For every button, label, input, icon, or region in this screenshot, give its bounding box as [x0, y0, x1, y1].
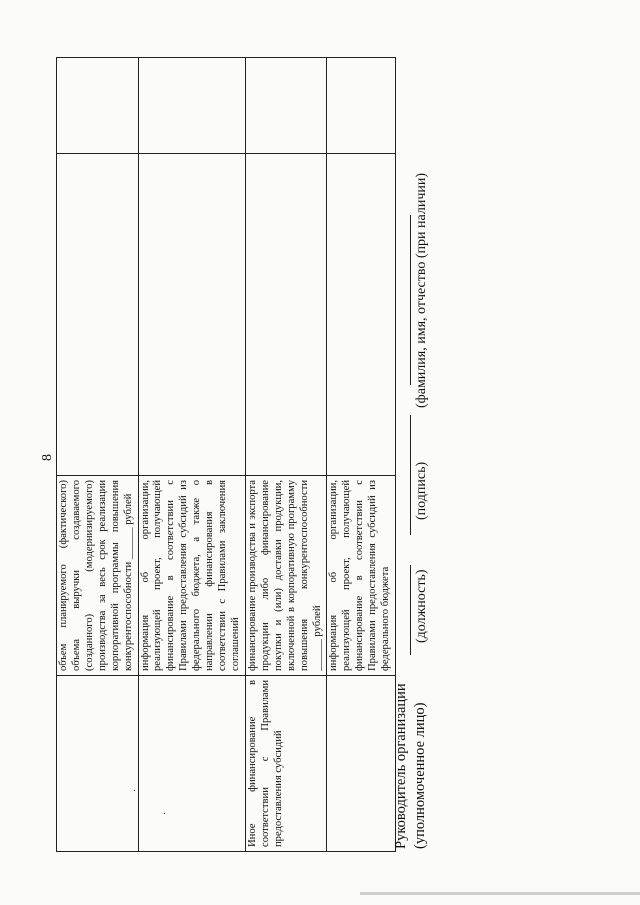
- table-row: [138, 58, 245, 852]
- table-row: [327, 58, 396, 852]
- table-cell: финансирование производства и экспорта продукции либо финансирование покупки и (или) доставки продукции, включенной в корпоративную программу повышения конкурентоспособности ______ рублей: [245, 476, 327, 676]
- table-cell: [138, 58, 245, 154]
- signatory-title-line2: (уполномоченное лицо): [411, 702, 428, 849]
- table-cell: информация об организации, реализующей проект, получающей финансирование в соответствии с Правилами предоставления субсидий из федерального бюджета, а также о направлении финансирования в соответствии с Правилами заключения соглашений: [138, 476, 245, 676]
- position-line: [410, 565, 411, 655]
- table-cell: Иное финансирование в соответствии с Правилами предоставления субсидий: [245, 676, 327, 852]
- table-cell: [327, 676, 396, 852]
- table-cell: [327, 154, 396, 476]
- table-cell: [138, 154, 245, 476]
- table-cell: [57, 58, 139, 154]
- table-cell: [57, 154, 139, 476]
- table-cell: [245, 58, 327, 154]
- signatory-title: [392, 683, 430, 849]
- table-cell: информация об организации, реализующей проект, получающей финансирование в соответствии с Правилами предоставления субсидий из федерального бюджета: [327, 476, 396, 676]
- signature-line: [410, 415, 411, 535]
- page-number: 8: [40, 454, 55, 461]
- table-cell: [138, 676, 245, 852]
- scan-edge: [360, 892, 640, 895]
- name-caption: (фамилия, имя, отчество (при наличии): [414, 172, 429, 408]
- table-cell: [245, 154, 327, 476]
- signature-caption: (подпись): [414, 461, 429, 520]
- table-row: [245, 58, 327, 852]
- table-row: [57, 58, 139, 852]
- scan-mark: ·: [160, 811, 171, 815]
- position-caption: (должность): [414, 569, 429, 643]
- table-cell: объем планируемого (фактического) объема выручки создаваемого (созданного) (модернизируемого) производства за весь срок реализации корпоративной программы повышения конкурентоспособности ______ рублей: [57, 476, 139, 676]
- signatory-title-line1: Руководитель организации: [393, 683, 409, 849]
- scan-mark: ·: [130, 788, 141, 792]
- name-line: [410, 215, 411, 385]
- table-cell: [57, 676, 139, 852]
- subsidy-table: [56, 57, 396, 852]
- table-cell: [327, 58, 396, 154]
